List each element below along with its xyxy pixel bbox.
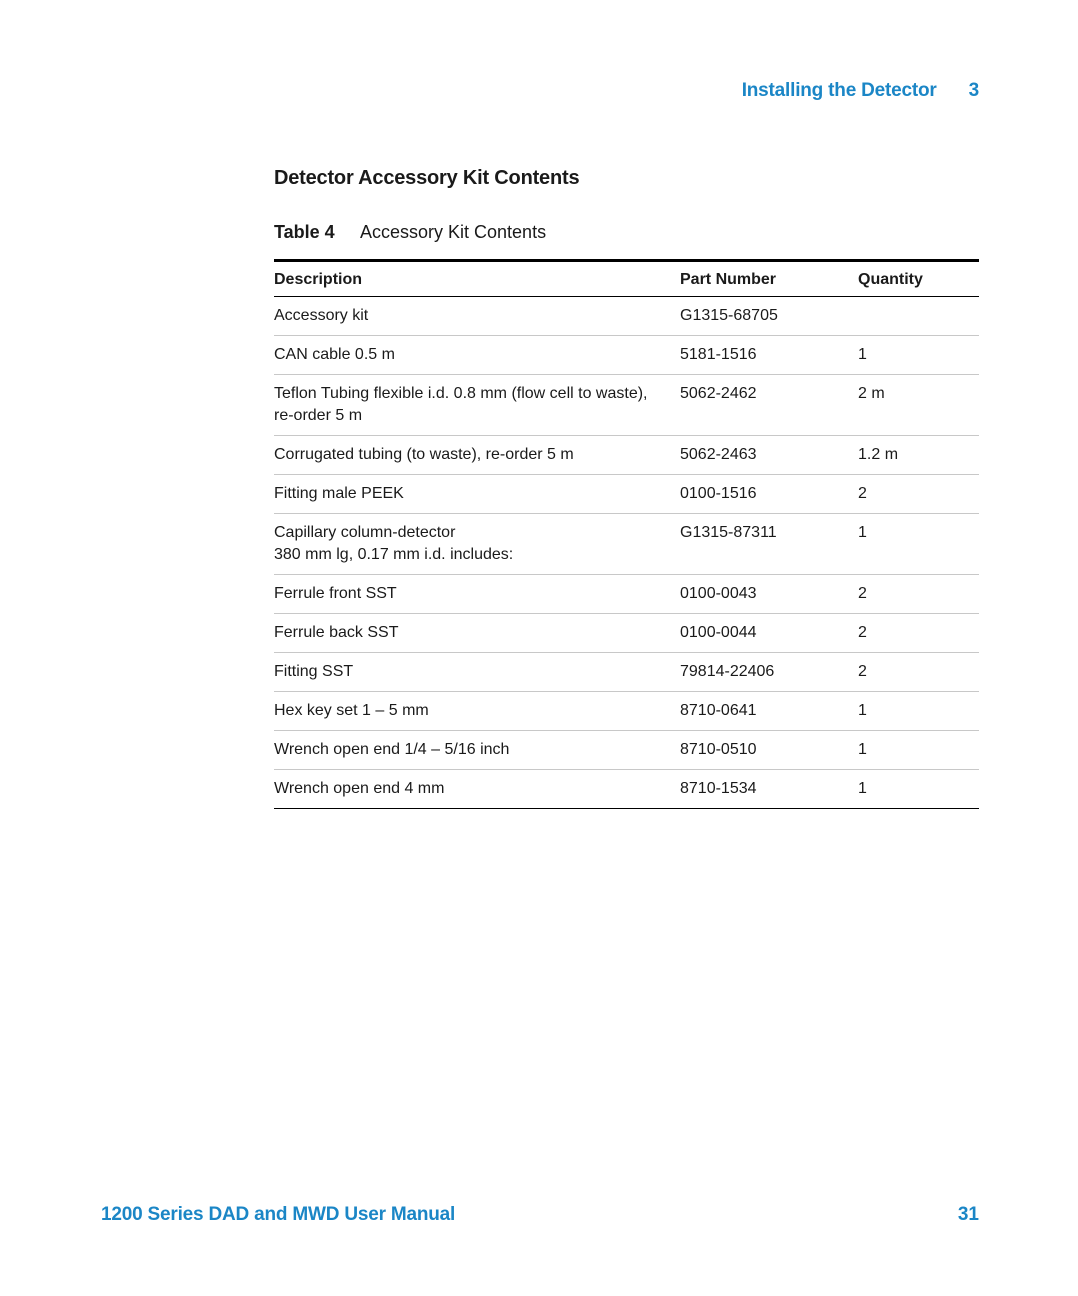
- table-row: [274, 436, 979, 475]
- cell-quantity: 1: [858, 702, 867, 719]
- table-row: [274, 692, 979, 731]
- cell-quantity: 2: [858, 485, 867, 502]
- table-row: [274, 514, 979, 575]
- cell-quantity: 1: [858, 780, 867, 797]
- running-header: [742, 80, 979, 102]
- cell-description: Teflon Tubing flexible i.d. 0.8 mm (flow cell to waste), re-order 5 m: [274, 385, 648, 424]
- cell-part-number: 0100-1516: [680, 485, 757, 502]
- column-header-quantity: Quantity: [858, 270, 923, 288]
- table-row: [274, 770, 979, 809]
- cell-description: Ferrule front SST: [274, 585, 397, 602]
- cell-description: Wrench open end 4 mm: [274, 780, 445, 797]
- cell-description: CAN cable 0.5 m: [274, 346, 395, 363]
- cell-quantity: 1: [858, 524, 867, 541]
- footer-manual-title: 1200 Series DAD and MWD User Manual: [101, 1204, 456, 1225]
- column-header-description: Description: [274, 270, 363, 288]
- cell-part-number: 5181-1516: [680, 346, 757, 363]
- table-row: [274, 297, 979, 336]
- cell-description: Accessory kit: [274, 307, 369, 324]
- cell-description: Hex key set 1 – 5 mm: [274, 702, 429, 719]
- cell-quantity: 2 m: [858, 385, 885, 402]
- table-header-row: [274, 261, 979, 297]
- chapter-title: Installing the Detector: [741, 80, 937, 101]
- table-row: [274, 475, 979, 514]
- table-row: [274, 653, 979, 692]
- cell-part-number: 8710-0641: [680, 702, 757, 719]
- table-row: [274, 336, 979, 375]
- cell-part-number: 79814-22406: [680, 663, 775, 680]
- cell-description: Corrugated tubing (to waste), re-order 5 m: [274, 446, 574, 463]
- cell-description: Wrench open end 1/4 – 5/16 inch: [274, 741, 510, 758]
- cell-description: Ferrule back SST: [274, 624, 399, 641]
- cell-part-number: 8710-1534: [680, 780, 757, 797]
- table-row: [274, 375, 979, 436]
- cell-quantity: 1.2 m: [858, 446, 899, 463]
- cell-description: Capillary column-detector 380 mm lg, 0.17 mm i.d. includes:: [274, 524, 514, 563]
- cell-quantity: 2: [858, 585, 867, 602]
- table-body: [274, 297, 979, 809]
- table-caption: [274, 222, 546, 243]
- cell-part-number: G1315-68705: [680, 307, 778, 324]
- cell-part-number: 5062-2462: [680, 385, 757, 402]
- table-row: [274, 614, 979, 653]
- column-header-part-number: Part Number: [680, 270, 777, 288]
- table-caption-label: Table 4: [274, 222, 335, 242]
- cell-quantity: [858, 297, 979, 336]
- cell-quantity: 2: [858, 663, 867, 680]
- chapter-number: 3: [968, 80, 979, 101]
- footer-page-number: 31: [957, 1204, 979, 1225]
- cell-quantity: 2: [858, 624, 867, 641]
- table-row: [274, 575, 979, 614]
- cell-part-number: G1315-87311: [680, 524, 777, 541]
- cell-description: Fitting SST: [274, 663, 354, 680]
- cell-part-number: 0100-0044: [680, 624, 757, 641]
- cell-quantity: 1: [858, 346, 867, 363]
- cell-part-number: 5062-2463: [680, 446, 757, 463]
- section-heading: Detector Accessory Kit Contents: [274, 167, 580, 189]
- cell-description: Fitting male PEEK: [274, 485, 404, 502]
- cell-part-number: 0100-0043: [680, 585, 757, 602]
- accessory-kit-table: [274, 259, 979, 809]
- cell-part-number: 8710-0510: [680, 741, 757, 758]
- cell-quantity: 1: [858, 741, 867, 758]
- table-row: [274, 731, 979, 770]
- table-caption-text: Accessory Kit Contents: [360, 222, 547, 242]
